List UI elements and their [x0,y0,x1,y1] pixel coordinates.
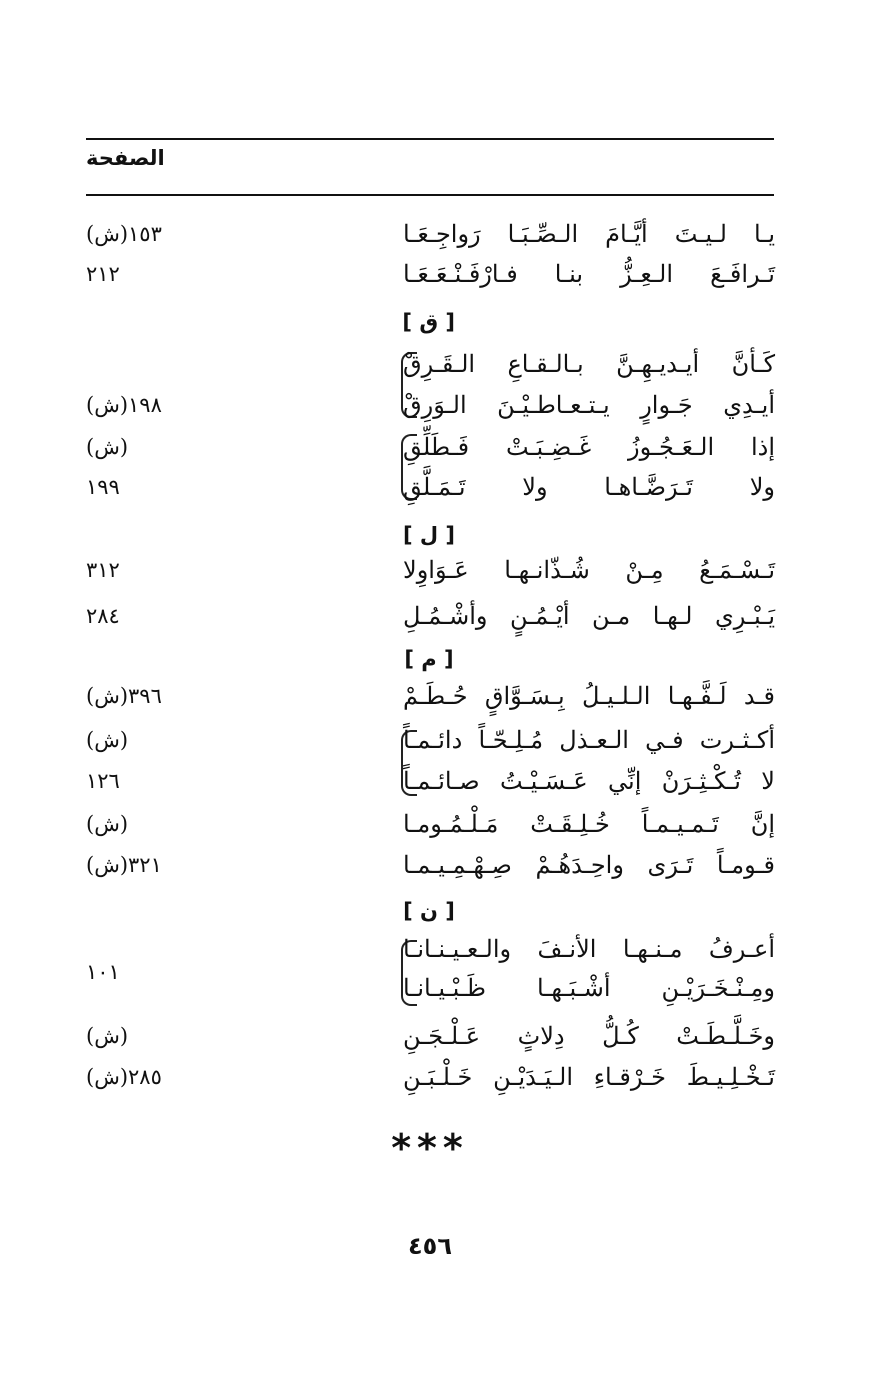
verse-row [0,385,879,425]
verse-row [0,427,879,467]
page-ref: (ش) [86,812,129,836]
verse-row [0,214,879,254]
verse-text: يَـبْـرِي لـهـا مـن أيْـمُـنٍ وأشْـمُـلِ [403,602,775,630]
verse-text: أكـثـرت فـي الـعـذل مُـلِـحّـاً دائـمـاً [403,726,775,754]
page-ref: (ش) [86,435,129,459]
verse-text: كَـأنَّ أيـديـهِـنَّ بـالـقـاعِ الـقَـرِقْ [403,350,775,378]
verse-text: وخَـلَّـطَـتْ كُـلُّ دِلاثٍ عَـلْـجَـنِ [403,1022,775,1050]
page-ref: ١٠١ [86,960,120,984]
verse-text: يـا لـيـتَ أيَّـامَ الـصِّـبَـا رَواجِـعَـا [403,220,775,248]
verse-row [0,804,879,844]
section-separator: *** [391,1126,469,1170]
verse-row [0,550,879,590]
page-ref: ٣٩٦(ش) [86,684,162,708]
page-ref: (ش) [86,728,129,752]
verse-text: قـد لَـفَّـهـا الـلـيـلُ بِـسَـوَّاقٍ حُـطَـمْ [403,682,775,710]
verse-row [0,676,879,716]
verse-text: تَـسْـمَـعُ مِـنْ شُـذّانـهـا عَـوَاوِلا [403,556,775,584]
verse-row [0,596,879,636]
verse-row [0,845,879,885]
verse-text: تَـرافَـعَ الـعِـزُّ بنـا فـارْفَـنْـعَـعَـا [403,260,775,288]
page-ref: ٣٢١(ش) [86,853,162,877]
verse-text: إذا الـعَـجُـوزُ غَـضِـبَـتْ فَـطَلِّقِ [403,433,775,461]
page-ref: (ش) [86,1024,129,1048]
page-number: ٤٥٦ [408,1232,452,1260]
verse-text: أعـرفُ مـنـهـا الأنـفَ والـعـيـنـانـا [403,935,775,963]
verse-row [0,344,879,384]
page-ref: ١٩٩ [86,475,120,499]
header-rule [86,194,774,196]
verse-row [0,720,879,760]
section-heading-qaf: [ ق ] [402,310,455,334]
page-column-header: الصفحة [86,146,165,170]
verse-row [0,960,879,1008]
verse-text: ولا تَـرَضَّـاهـا ولا تَـمَـلَّقِ [403,473,775,501]
page-ref: ٢٨٤ [86,604,120,628]
page-ref: ١٩٨(ش) [86,393,162,417]
verse-row [0,254,879,294]
section-heading-mim: [ م ] [404,647,454,671]
page-ref: ٢١٢ [86,262,120,286]
verse-text: أيـدِي جَـوارٍ يـتـعـاطـيْـنَ الـوَرِقْ [403,391,775,419]
page-ref: ٣١٢ [86,558,120,582]
page-ref: ١٢٦ [86,769,120,793]
verse-row [0,1016,879,1056]
top-rule [86,138,774,140]
verse-text: ومِـنْـخَـرَيْـنِ أشْـبَـهـا ظَـبْـيـانـا [403,974,775,1002]
page-ref: ٢٨٥(ش) [86,1065,162,1089]
section-heading-lam: [ ل ] [402,523,455,547]
verse-row [0,1057,879,1097]
verse-text: قـومـاً تَـرَى واحِـدَهُـمْ صِـهْـمِـيـمـا [403,851,775,879]
verse-row [0,467,879,507]
verse-text: لا تُـكْـثِـرَنْ إنِّي عَـسَـيْـتُ صـائـمـاً [403,767,775,795]
section-heading-nun: [ ن ] [403,899,455,923]
page-ref: ١٥٣(ش) [86,222,162,246]
verse-row [0,761,879,801]
verse-text: إنَّ تَـمـيـمـاً خُـلِـقَـتْ مَـلْـمُـومـا [403,810,775,838]
verse-text: تَـخْـلِـيـطَ خَـرْقـاءِ الـيَـدَيْـنِ خَـلْـبَـنِ [403,1063,775,1091]
